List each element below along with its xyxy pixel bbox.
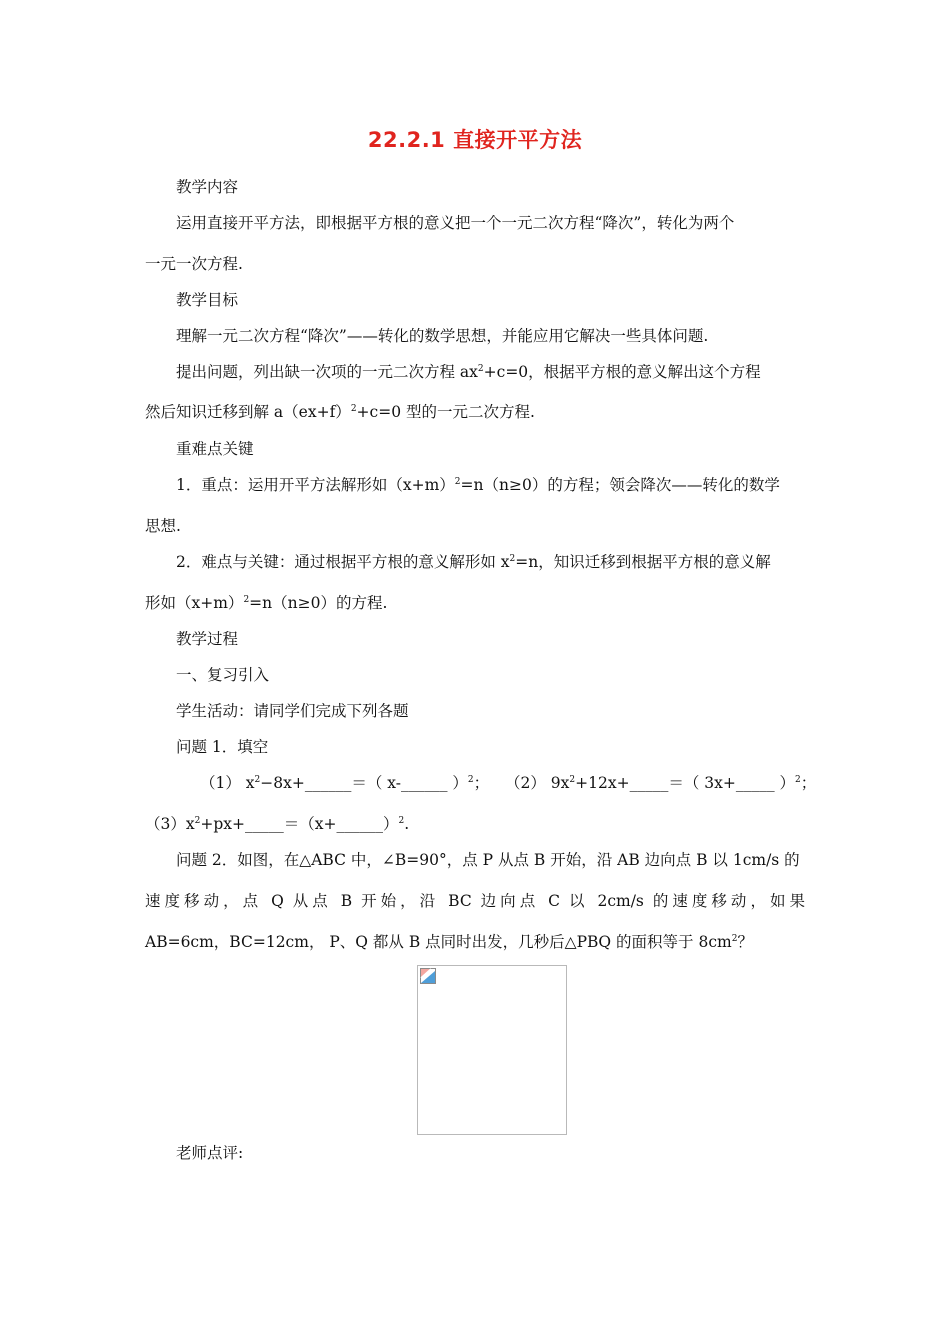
- broken-image-icon: [420, 968, 436, 984]
- question-1-item-2: （2） $9x^2+12x+\_\_\_\_\_=$（ 3x+_____ ）$^2$；: [505, 774, 817, 792]
- paragraph-line: 一元一次方程.: [145, 255, 243, 273]
- question-1-title: 问题 1．填空: [176, 738, 269, 756]
- section-heading-content: 教学内容: [176, 178, 239, 196]
- paragraph-line: 提出问题，列出缺一次项的一元二次方程 $ax^2+c=0$，根据平方根的意义解出这个方程: [176, 363, 761, 381]
- paragraph-line: 1．重点：运用开平方法解形如$(x+m)^2=n(n\ge 0)$的方程；领会降次——转化的数学: [176, 476, 780, 494]
- question-1-item-3: $(3)x^2+px+\_\_\_\_\_=(x+\_\_\_\_\_\_)^2$.: [145, 815, 410, 833]
- question-2-line: 速度移动，点 Q 从点 B 开始，沿 BC 边向点 C 以 2cm/s 的速度移动，如果: [145, 892, 805, 910]
- figure-placeholder: [417, 965, 567, 1135]
- section-heading-key: 重难点关键: [176, 440, 254, 458]
- paragraph-line: 运用直接开平方法，即根据平方根的意义把一个一元二次方程“降次”，转化为两个: [176, 214, 735, 232]
- paragraph-line: 思想.: [145, 517, 181, 535]
- paragraph-line: 然后知识迁移到解 $a(ex+f)^2+c=0$ 型的一元二次方程.: [145, 403, 535, 421]
- page-title: 22.2.1 直接开平方法: [367, 128, 583, 152]
- paragraph-line: 2．难点与关键：通过根据平方根的意义解形如 $x^2=n$，知识迁移到根据平方根的意义解: [176, 553, 771, 571]
- question-2-line: AB=6cm，BC=12cm， P、Q 都从 B 点同时出发，几秒后△PBQ 的面积等于 $8cm^2$？: [145, 933, 753, 951]
- question-2-line: 问题 2．如图，在△ABC 中，∠B=90°，点 P 从点 B 开始，沿 AB 边向点 B 以 1cm/s 的: [176, 851, 800, 869]
- question-1-item-1: （1） $x^2-8x+\_\_\_\_\_\_=$（ x-______ ）$^2$；: [200, 774, 490, 792]
- paragraph-line: 理解一元二次方程“降次”——转化的数学思想，并能应用它解决一些具体问题.: [176, 327, 709, 345]
- section-heading-review: 一、复习引入: [176, 666, 270, 684]
- paragraph-line: 学生活动：请同学们完成下列各题: [176, 702, 409, 720]
- section-heading-goal: 教学目标: [176, 291, 239, 309]
- section-heading-process: 教学过程: [176, 630, 239, 648]
- paragraph-line: 形如$(x+m)^2=n(n\ge 0)$的方程.: [145, 594, 388, 612]
- teacher-comment-label: 老师点评:: [176, 1144, 244, 1162]
